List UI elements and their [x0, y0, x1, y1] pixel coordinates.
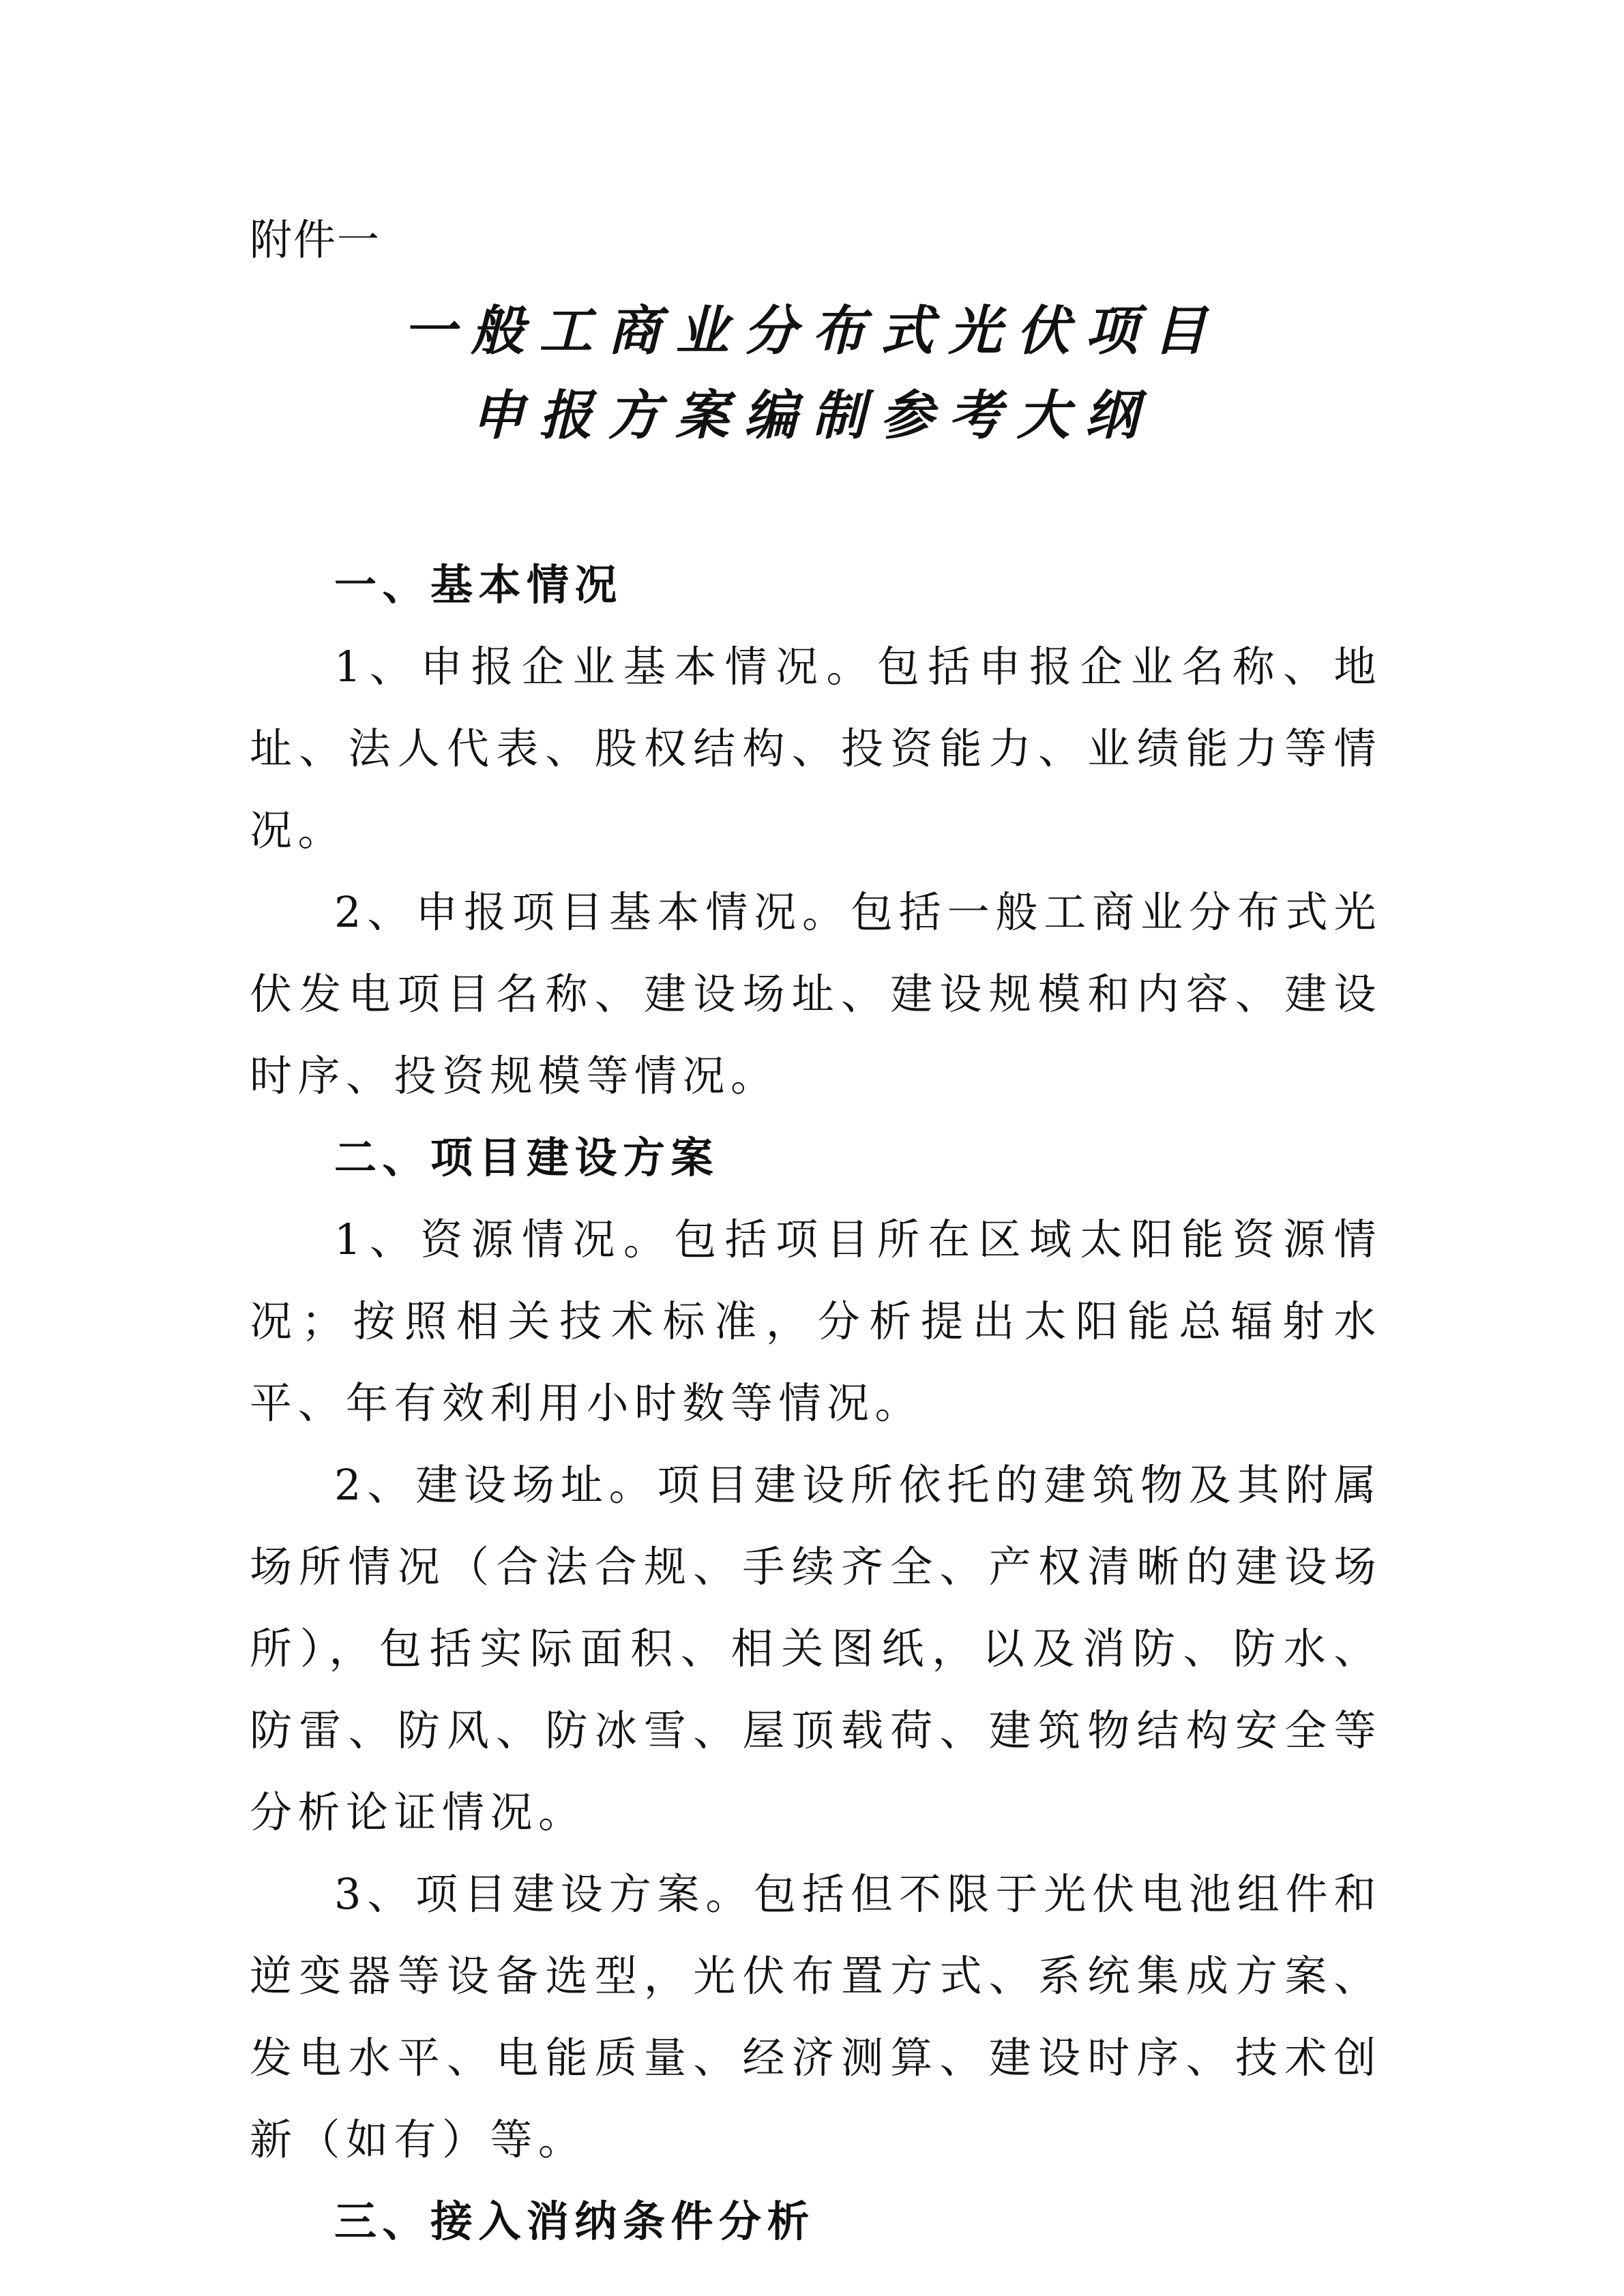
paragraph-site: 2、建设场址。项目建设所依托的建筑物及其附属场所情况（合法合规、手续齐全、产权清晰的建设场所），包括实际面积、相关图纸，以及消防、防水、防雷、防风、防冰雪、屋顶载荷、建筑物结构安全等分析论证情况。: [250, 1460, 1382, 1837]
paragraph-construction-scheme: 3、项目建设方案。包括但不限于光伏电池组件和逆变器等设备选型，光伏布置方式、系统集成方案、发电水平、电能质量、经济测算、建设时序、技术创新（如有）等。: [250, 1869, 1382, 2164]
section-heading-basic-info: 一、基本情况: [334, 560, 623, 610]
document-title-line-1: 一般工商业分布式光伏项目: [402, 301, 1222, 362]
paragraph-resources: 1、资源情况。包括项目所在区域太阳能资源情况；按照相关技术标准，分析提出太阳能总辐射水平、年有效利用小时数等情况。: [250, 1214, 1382, 1428]
paragraph-project-info: 2、申报项目基本情况。包括一般工商业分布式光伏发电项目名称、建设场址、建设规模和内容、建设时序、投资规模等情况。: [250, 887, 1382, 1101]
section-heading-construction-plan: 二、项目建设方案: [334, 1133, 720, 1182]
document-title-line-2: 申报方案编制参考大纲: [471, 385, 1153, 447]
section-heading-grid-access: 三、接入消纳条件分析: [334, 2196, 816, 2246]
paragraph-enterprise-info: 1、申报企业基本情况。包括申报企业名称、地址、法人代表、股权结构、投资能力、业绩能力等情况。: [250, 642, 1382, 855]
document-body: [250, 544, 1382, 2263]
attachment-label: 附件一: [250, 215, 381, 265]
